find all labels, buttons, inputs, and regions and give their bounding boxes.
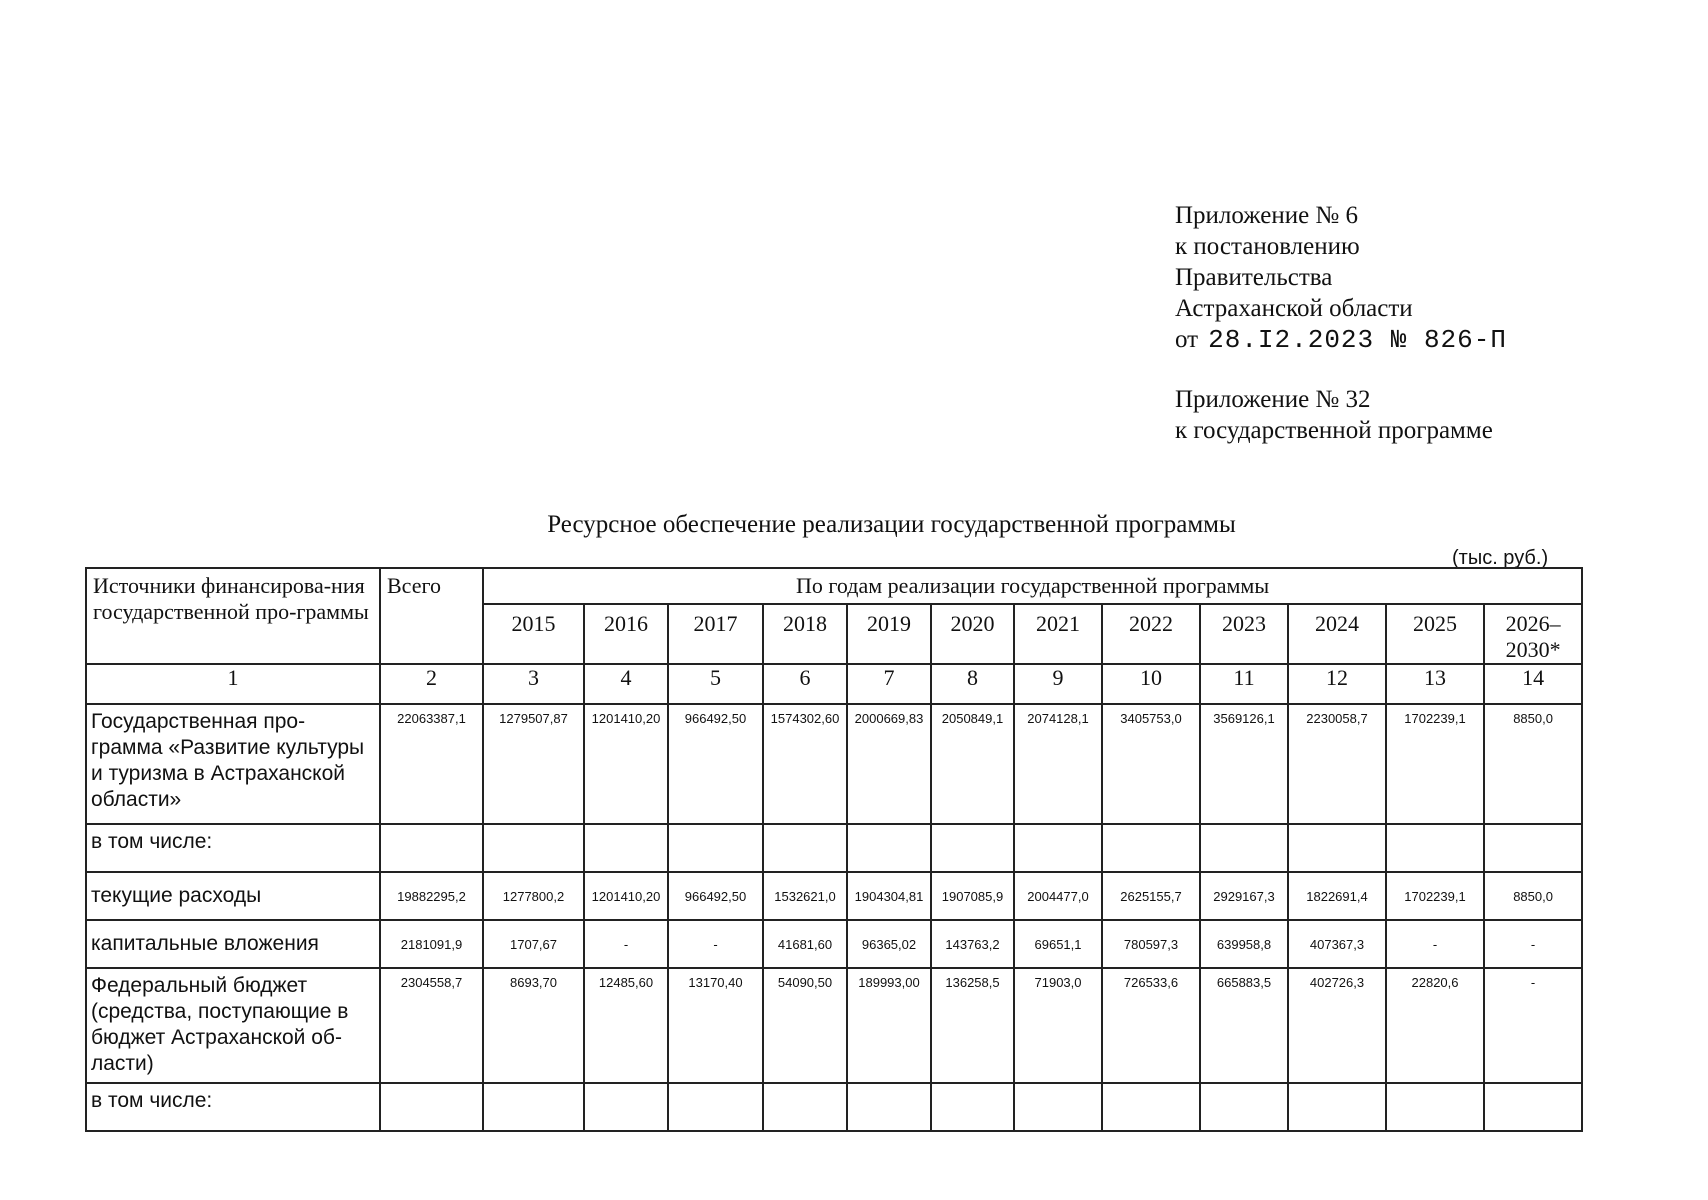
table-cell: 1707,67 (483, 920, 584, 968)
table-cell (763, 824, 847, 872)
table-cell: - (1386, 920, 1484, 968)
table-cell: 1574302,60 (763, 704, 847, 824)
table-cell (931, 824, 1014, 872)
year-header: 2022 (1102, 604, 1200, 664)
table-row (86, 872, 1582, 920)
year-header: 2017 (668, 604, 763, 664)
table-cell: 2625155,7 (1102, 872, 1200, 920)
row-label: Государственная про-грамма «Развитие культуры и туризма в Астраханской области» (86, 704, 380, 824)
years-group-header: По годам реализации государственной программы (483, 568, 1582, 604)
table-cell (1102, 1083, 1200, 1131)
year-header: 2026–2030* (1484, 604, 1582, 664)
table-cell: 2304558,7 (380, 968, 483, 1083)
state-program-label: к государственной программе (1175, 417, 1493, 444)
table-cell: 780597,3 (1102, 920, 1200, 968)
table-cell (847, 824, 931, 872)
year-header: 2015 (483, 604, 584, 664)
source-column-header: Источники финансирова-ния государственной про-граммы (86, 568, 380, 664)
table-cell: 41681,60 (763, 920, 847, 968)
table-cell: - (584, 920, 668, 968)
year-header: 2018 (763, 604, 847, 664)
year-header: 2021 (1014, 604, 1102, 664)
resolution-label: к постановлению (1175, 233, 1360, 260)
table-cell: 2074128,1 (1014, 704, 1102, 824)
table-cell: 71903,0 (1014, 968, 1102, 1083)
table-cell: 665883,5 (1200, 968, 1288, 1083)
table-cell (1484, 824, 1582, 872)
table-cell: 69651,1 (1014, 920, 1102, 968)
table-cell (1386, 1083, 1484, 1131)
table-cell (584, 824, 668, 872)
table-cell: 966492,50 (668, 704, 763, 824)
table-cell: 639958,8 (1200, 920, 1288, 968)
column-number: 4 (584, 664, 668, 704)
table-cell (763, 1083, 847, 1131)
appendix-6-label: Приложение № 6 (1175, 202, 1359, 229)
table-cell: 189993,00 (847, 968, 931, 1083)
table-cell (1200, 1083, 1288, 1131)
table-cell (668, 1083, 763, 1131)
row-label: текущие расходы (86, 872, 380, 920)
column-number: 14 (1484, 664, 1582, 704)
appendix-32-label: Приложение № 32 (1175, 386, 1371, 413)
table-cell: 2050849,1 (931, 704, 1014, 824)
table-cell: 19882295,2 (380, 872, 483, 920)
total-column-header: Всего (380, 568, 483, 664)
table-cell: 143763,2 (931, 920, 1014, 968)
table-row (86, 704, 1582, 824)
table-cell: 13170,40 (668, 968, 763, 1083)
column-number: 7 (847, 664, 931, 704)
column-number: 9 (1014, 664, 1102, 704)
year-header: 2025 (1386, 604, 1484, 664)
table-cell (380, 824, 483, 872)
table-cell: 966492,50 (668, 872, 763, 920)
table-cell: 1904304,81 (847, 872, 931, 920)
column-number: 5 (668, 664, 763, 704)
table-cell: - (668, 920, 763, 968)
year-header: 2020 (931, 604, 1014, 664)
table-cell: 22063387,1 (380, 704, 483, 824)
column-number: 8 (931, 664, 1014, 704)
table-cell: 1201410,20 (584, 704, 668, 824)
table-cell (380, 1083, 483, 1131)
table-cell (584, 1083, 668, 1131)
document-title: Ресурсное обеспечение реализации государственной программы (547, 511, 1236, 538)
table-cell: 2929167,3 (1200, 872, 1288, 920)
table-cell (1484, 1083, 1582, 1131)
header-row-1 (86, 568, 1582, 604)
table-cell: 2230058,7 (1288, 704, 1386, 824)
table-cell (1288, 1083, 1386, 1131)
table-cell: 1822691,4 (1288, 872, 1386, 920)
table-cell: 2000669,83 (847, 704, 931, 824)
table-cell (1288, 824, 1386, 872)
row-label: Федеральный бюджет (средства, поступающие в бюджет Астраханской об-ласти) (86, 968, 380, 1083)
table-cell: 8850,0 (1484, 872, 1582, 920)
column-number: 13 (1386, 664, 1484, 704)
order-prefix: от (1175, 326, 1199, 353)
column-number: 2 (380, 664, 483, 704)
table-cell: 1277800,2 (483, 872, 584, 920)
table-cell: 1702239,1 (1386, 704, 1484, 824)
column-number: 11 (1200, 664, 1288, 704)
row-label: капитальные вложения (86, 920, 380, 968)
column-number: 3 (483, 664, 584, 704)
order-line (1175, 324, 1507, 356)
table-cell: 2004477,0 (1014, 872, 1102, 920)
column-number: 10 (1102, 664, 1200, 704)
table-cell (483, 824, 584, 872)
year-header: 2024 (1288, 604, 1386, 664)
table-cell (1386, 824, 1484, 872)
year-header: 2023 (1200, 604, 1288, 664)
table-cell: 3569126,1 (1200, 704, 1288, 824)
table-cell (931, 1083, 1014, 1131)
table-row (86, 968, 1582, 1083)
year-header: 2016 (584, 604, 668, 664)
column-number: 12 (1288, 664, 1386, 704)
row-label: в том числе: (86, 1083, 380, 1131)
table-cell: 22820,6 (1386, 968, 1484, 1083)
table-cell: 1532621,0 (763, 872, 847, 920)
column-number: 1 (86, 664, 380, 704)
table-cell: 8850,0 (1484, 704, 1582, 824)
column-number: 6 (763, 664, 847, 704)
table-cell: 402726,3 (1288, 968, 1386, 1083)
table-cell: 3405753,0 (1102, 704, 1200, 824)
table-cell: - (1484, 968, 1582, 1083)
region-label: Астраханской области (1175, 295, 1413, 322)
table-cell: 136258,5 (931, 968, 1014, 1083)
table-cell: 1279507,87 (483, 704, 584, 824)
table-cell: 1907085,9 (931, 872, 1014, 920)
table-cell (483, 1083, 584, 1131)
table-cell: 407367,3 (1288, 920, 1386, 968)
order-date-number: 28.I2.2023 № 826-П (1208, 325, 1507, 355)
table-cell: 96365,02 (847, 920, 931, 968)
year-header: 2019 (847, 604, 931, 664)
table-row (86, 824, 1582, 872)
units-label: (тыс. руб.) (1452, 547, 1549, 569)
table-cell (1014, 1083, 1102, 1131)
row-label: в том числе: (86, 824, 380, 872)
table-row (86, 920, 1582, 968)
table-cell (1200, 824, 1288, 872)
table-cell (668, 824, 763, 872)
table-cell: 726533,6 (1102, 968, 1200, 1083)
table-cell: 1201410,20 (584, 872, 668, 920)
funding-table (85, 567, 1583, 1132)
table-cell: 8693,70 (483, 968, 584, 1083)
table-cell: 1702239,1 (1386, 872, 1484, 920)
table-cell: - (1484, 920, 1582, 968)
table-cell: 12485,60 (584, 968, 668, 1083)
table-row (86, 1083, 1582, 1131)
government-label: Правительства (1175, 264, 1333, 291)
table-cell: 54090,50 (763, 968, 847, 1083)
table-cell (1102, 824, 1200, 872)
table-cell (847, 1083, 931, 1131)
approval-header (1175, 200, 1507, 446)
column-number-row (86, 664, 1582, 704)
table-cell (1014, 824, 1102, 872)
table-cell: 2181091,9 (380, 920, 483, 968)
